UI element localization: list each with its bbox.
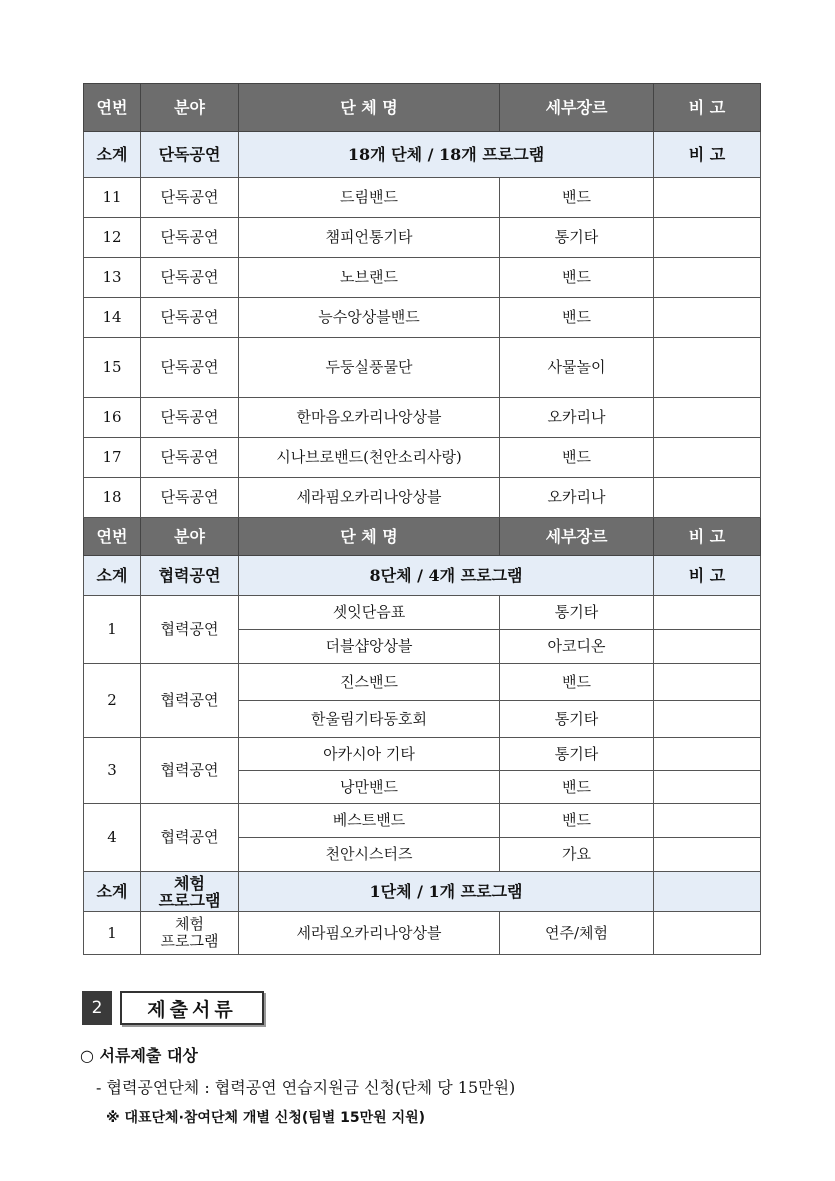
row-field: 단독공연 xyxy=(141,478,239,518)
row-genre: 밴드 xyxy=(500,771,654,804)
row-field-line: 프로그램 xyxy=(160,932,219,950)
row-note xyxy=(654,338,761,398)
row-group-name: 베스트밴드 xyxy=(239,804,500,838)
row-field: 협력공연 xyxy=(141,664,239,738)
row-number: 18 xyxy=(84,478,141,518)
row-number: 2 xyxy=(84,664,141,738)
row-note xyxy=(654,912,761,955)
row-note xyxy=(654,738,761,771)
row-group-name: 시나브로밴드(천안소리사랑) xyxy=(239,438,500,478)
row-group-name: 챔피언통기타 xyxy=(239,218,500,258)
row-group-name: 두둥실풍물단 xyxy=(239,338,500,398)
program-table xyxy=(83,83,761,955)
header-row xyxy=(84,84,761,132)
row-genre: 통기타 xyxy=(500,701,654,738)
row-group-name: 능수앙상블밴드 xyxy=(239,298,500,338)
row-note xyxy=(654,218,761,258)
row-number: 1 xyxy=(84,912,141,955)
row-note xyxy=(654,630,761,664)
row-group-name: 진스밴드 xyxy=(239,664,500,701)
row-genre: 통기타 xyxy=(500,738,654,771)
row-note xyxy=(654,478,761,518)
subtotal-row xyxy=(84,132,761,178)
row-genre: 밴드 xyxy=(500,298,654,338)
row-number: 13 xyxy=(84,258,141,298)
row-field: 단독공연 xyxy=(141,298,239,338)
detail-line: - 협력공연단체 : 협력공연 연습지원금 신청(단체 당 15만원) xyxy=(96,1078,516,1097)
subtotal-summary: 8단체 / 4개 프로그램 xyxy=(239,556,654,596)
row-group-name: 셋잇단음표 xyxy=(239,596,500,630)
row-number: 1 xyxy=(84,596,141,664)
row-genre: 연주/체험 xyxy=(500,912,654,955)
row-field: 단독공연 xyxy=(141,178,239,218)
row-genre: 통기타 xyxy=(500,218,654,258)
row-field-line: 체험 xyxy=(175,915,204,933)
table-row xyxy=(84,298,761,338)
row-field: 협력공연 xyxy=(141,596,239,664)
row-genre: 밴드 xyxy=(500,178,654,218)
row-group-name: 천안시스터즈 xyxy=(239,838,500,872)
row-note xyxy=(654,438,761,478)
note-line: ※ 대표단체·참여단체 개별 신청(팀별 15만원 지원) xyxy=(106,1110,426,1126)
section-heading xyxy=(82,991,264,1025)
row-genre: 밴드 xyxy=(500,438,654,478)
row-field: 단독공연 xyxy=(141,218,239,258)
header-cell: 연번 xyxy=(84,518,141,556)
table-row xyxy=(84,338,761,398)
table-row xyxy=(84,804,761,838)
bullet-text: 서류제출 대상 xyxy=(99,1046,198,1065)
table-row xyxy=(84,478,761,518)
row-group-name: 노브랜드 xyxy=(239,258,500,298)
header-cell: 단 체 명 xyxy=(239,518,500,556)
subtotal-field-line: 프로그램 xyxy=(158,890,221,910)
table-row xyxy=(84,258,761,298)
header-cell: 분야 xyxy=(141,518,239,556)
row-field: 단독공연 xyxy=(141,398,239,438)
header-cell: 세부장르 xyxy=(500,518,654,556)
row-note xyxy=(654,664,761,701)
subtotal-field-line: 체험 xyxy=(174,873,205,893)
row-group-name: 한마음오카리나앙상블 xyxy=(239,398,500,438)
subtotal-note: 비 고 xyxy=(654,556,761,596)
row-number: 12 xyxy=(84,218,141,258)
header-cell: 비 고 xyxy=(654,84,761,132)
subtotal-row xyxy=(84,872,761,912)
header-cell: 연번 xyxy=(84,84,141,132)
row-field: 단독공연 xyxy=(141,258,239,298)
row-group-name: 드림밴드 xyxy=(239,178,500,218)
row-genre: 오카리나 xyxy=(500,478,654,518)
table-row xyxy=(84,218,761,258)
row-number: 17 xyxy=(84,438,141,478)
row-genre: 통기타 xyxy=(500,596,654,630)
subtotal-summary: 1단체 / 1개 프로그램 xyxy=(239,872,654,912)
row-number: 14 xyxy=(84,298,141,338)
row-number: 3 xyxy=(84,738,141,804)
subtotal-note xyxy=(654,872,761,912)
subtotal-label: 소계 xyxy=(84,132,141,178)
row-note xyxy=(654,258,761,298)
table-row xyxy=(84,438,761,478)
row-group-name: 낭만밴드 xyxy=(239,771,500,804)
row-note xyxy=(654,804,761,838)
row-note xyxy=(654,838,761,872)
row-group-name: 한울림기타동호회 xyxy=(239,701,500,738)
row-number: 4 xyxy=(84,804,141,872)
row-number: 11 xyxy=(84,178,141,218)
header-row xyxy=(84,518,761,556)
row-note xyxy=(654,298,761,338)
row-field: 단독공연 xyxy=(141,338,239,398)
subtotal-row xyxy=(84,556,761,596)
subtotal-label: 소계 xyxy=(84,872,141,912)
row-group-name: 아카시아 기타 xyxy=(239,738,500,771)
circle-bullet-icon: ○ xyxy=(80,1046,94,1065)
row-note xyxy=(654,398,761,438)
row-genre: 밴드 xyxy=(500,664,654,701)
row-field xyxy=(141,912,239,955)
subtotal-field: 단독공연 xyxy=(141,132,239,178)
table-row xyxy=(84,596,761,630)
row-note xyxy=(654,701,761,738)
bullet-heading xyxy=(80,1043,198,1066)
table-row xyxy=(84,738,761,771)
row-genre: 밴드 xyxy=(500,804,654,838)
subtotal-field: 협력공연 xyxy=(141,556,239,596)
row-group-name: 더블샵앙상블 xyxy=(239,630,500,664)
row-note xyxy=(654,771,761,804)
row-number: 16 xyxy=(84,398,141,438)
row-genre: 아코디온 xyxy=(500,630,654,664)
row-field: 협력공연 xyxy=(141,804,239,872)
subtotal-summary: 18개 단체 / 18개 프로그램 xyxy=(239,132,654,178)
header-cell: 세부장르 xyxy=(500,84,654,132)
table-row xyxy=(84,178,761,218)
table-row xyxy=(84,912,761,955)
row-note xyxy=(654,178,761,218)
row-genre: 오카리나 xyxy=(500,398,654,438)
header-cell: 분야 xyxy=(141,84,239,132)
table-row xyxy=(84,664,761,701)
table-row xyxy=(84,398,761,438)
row-genre: 밴드 xyxy=(500,258,654,298)
header-cell: 단 체 명 xyxy=(239,84,500,132)
row-group-name: 세라핌오카리나앙상블 xyxy=(239,912,500,955)
row-group-name: 세라핌오카리나앙상블 xyxy=(239,478,500,518)
subtotal-label: 소계 xyxy=(84,556,141,596)
row-field: 협력공연 xyxy=(141,738,239,804)
row-field: 단독공연 xyxy=(141,438,239,478)
row-genre: 가요 xyxy=(500,838,654,872)
subtotal-note: 비 고 xyxy=(654,132,761,178)
row-number: 15 xyxy=(84,338,141,398)
header-cell: 비 고 xyxy=(654,518,761,556)
row-note xyxy=(654,596,761,630)
subtotal-field xyxy=(141,872,239,912)
section-number: 2 xyxy=(82,991,112,1025)
section-title: 제출서류 xyxy=(120,991,264,1025)
row-genre: 사물놀이 xyxy=(500,338,654,398)
